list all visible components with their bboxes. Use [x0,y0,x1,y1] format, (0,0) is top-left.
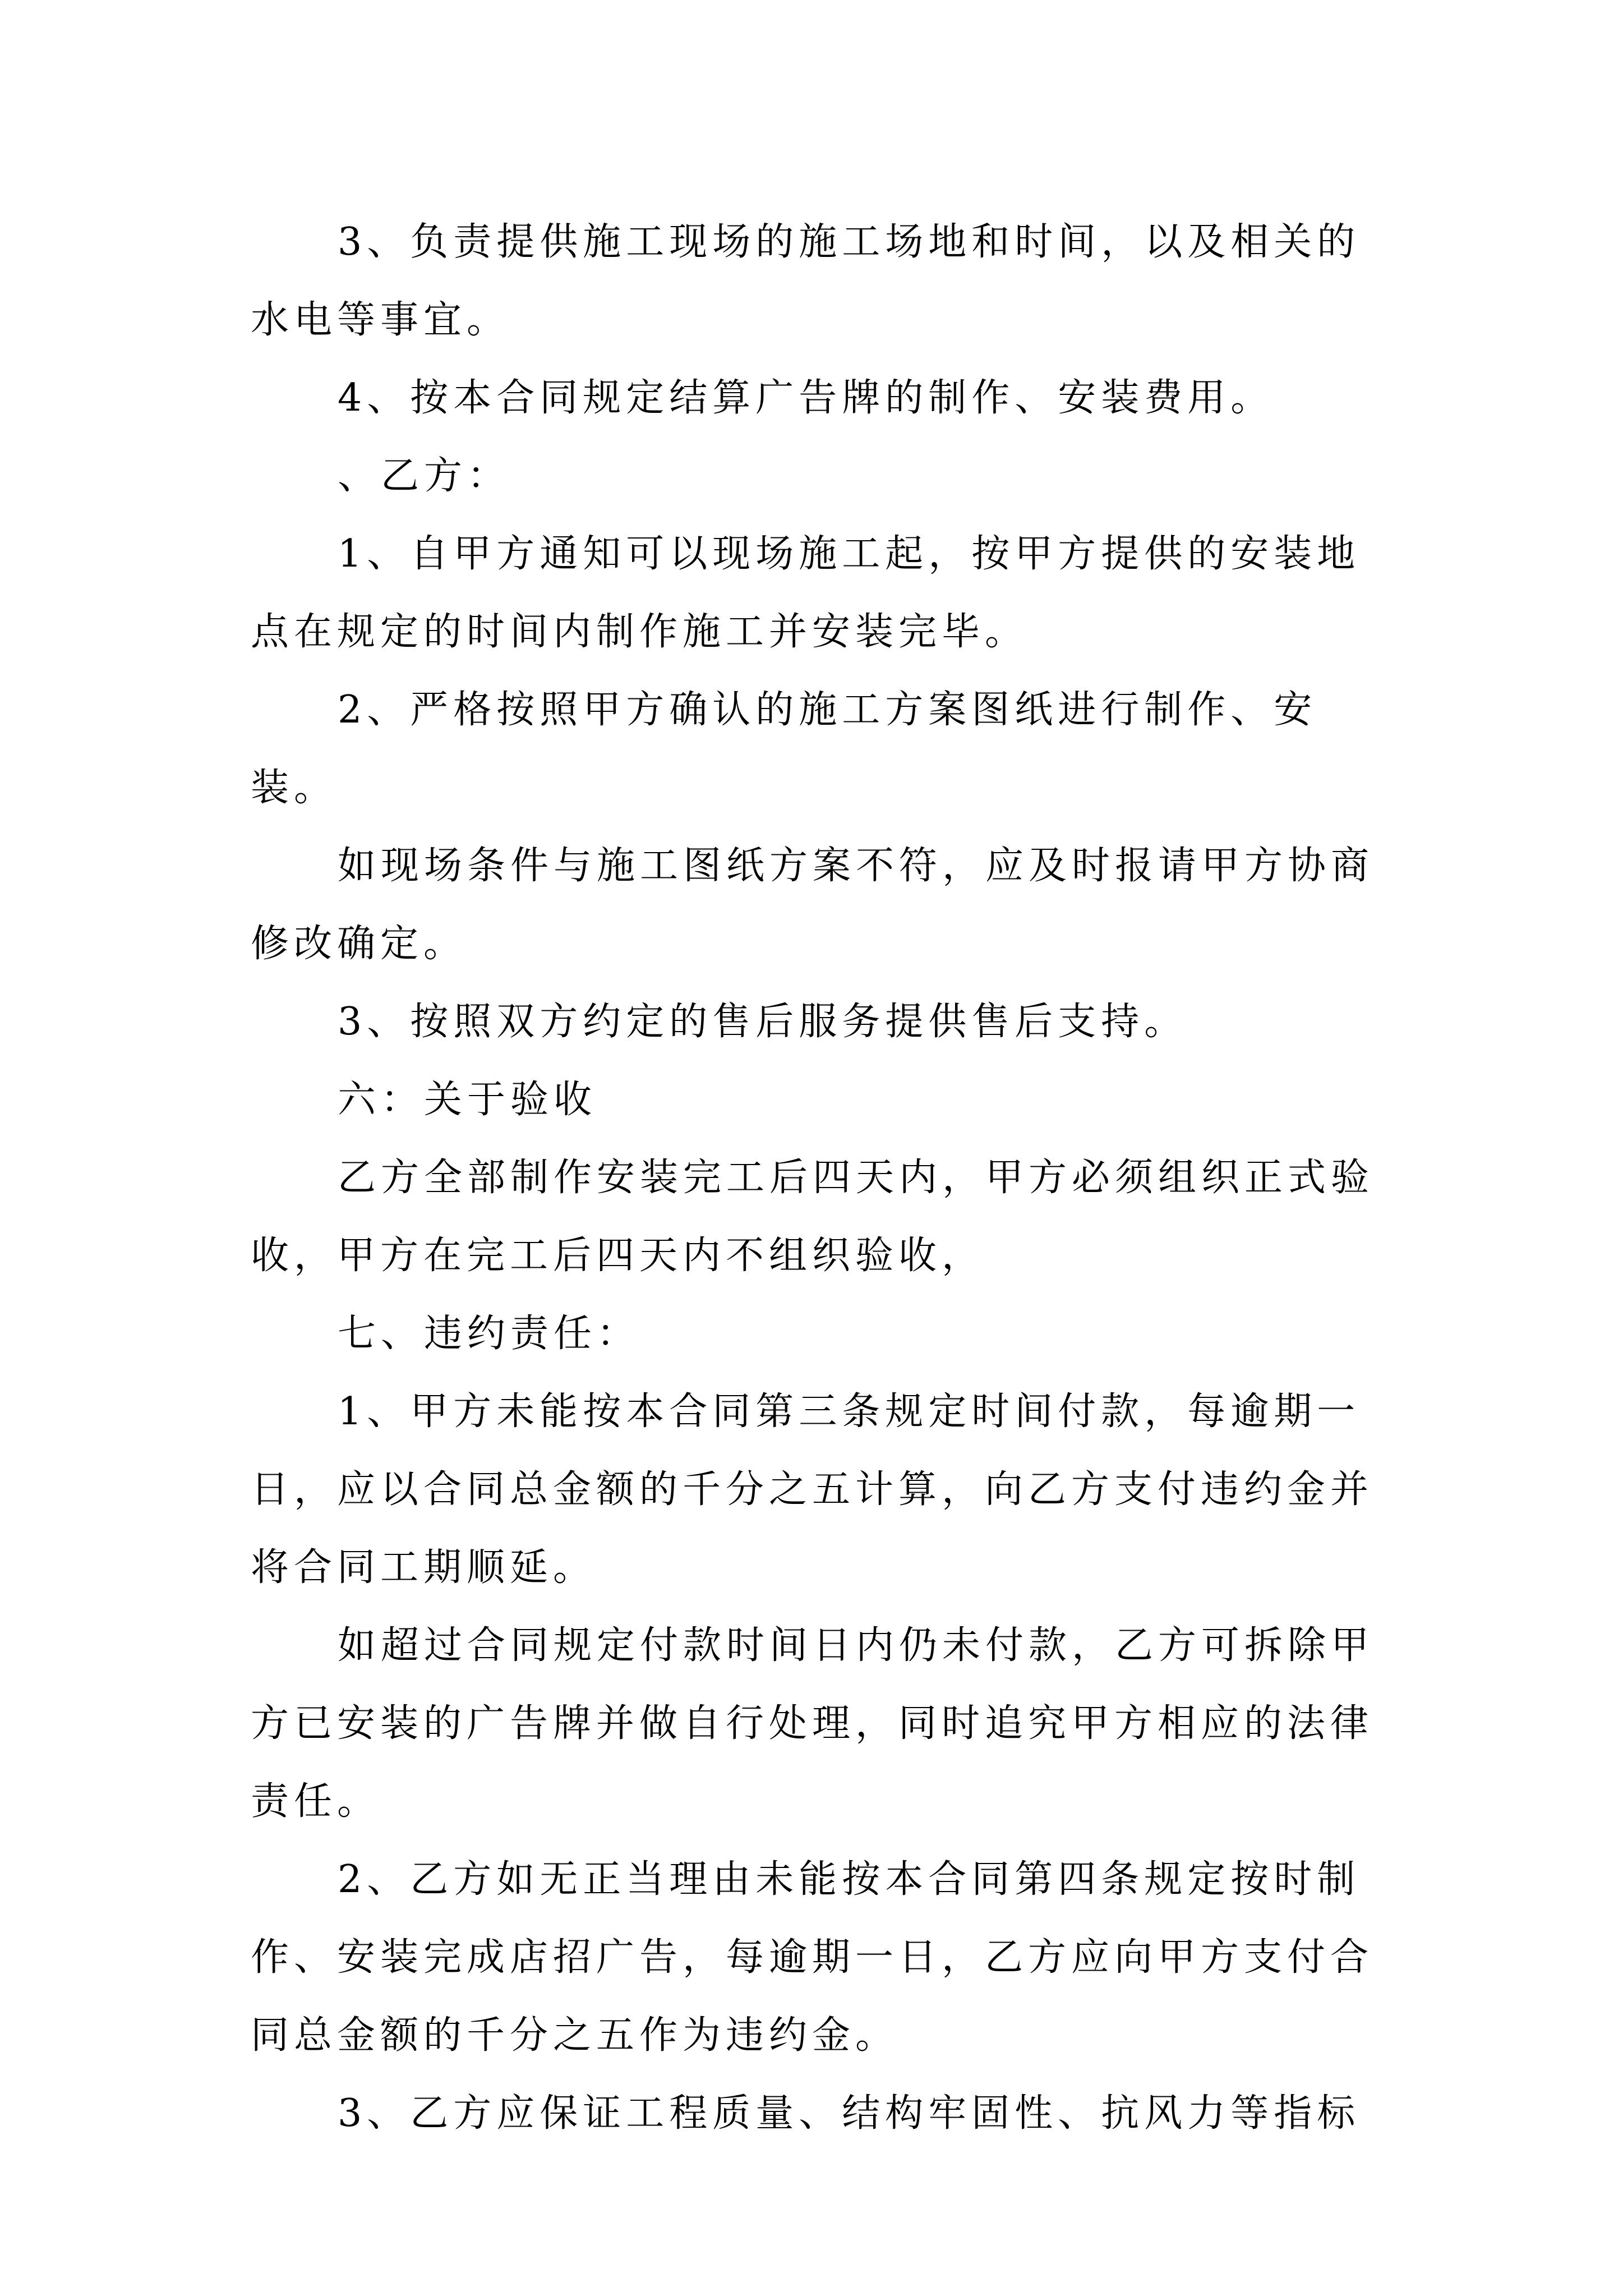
paragraph-acceptance: 乙方全部制作安装完工后四天内，甲方必须组织正式验收，甲方在完工后四天内不组织验收， [251,1156,1375,1278]
paragraph-party-b-aftersales: 3、按照双方约定的售后服务提供售后支持。 [338,1000,1188,1044]
paragraph-party-b-install: 1、自甲方通知可以现场施工起，按甲方提供的安装地点在规定的时间内制作施工并安装完毕。 [251,532,1361,654]
paragraph-liability-party-b: 2、乙方如无正当理由未能按本合同第四条规定按时制作、安装完成店招广告，每逾期一日，乙方应向甲方支付合同总金额的千分之五作为违约金。 [251,1857,1374,2058]
heading-acceptance: 六：关于验收 [338,1078,597,1122]
paragraph-party-a-settlement: 4、按本合同规定结算广告牌的制作、安装费用。 [338,376,1274,420]
paragraph-party-b-conditions: 如现场条件与施工图纸方案不符，应及时报请甲方协商修改确定。 [251,844,1375,966]
paragraph-liability-party-a: 1、甲方未能按本合同第三条规定时间付款，每逾期一日，应以合同总金额的千分之五计算，向乙方支付违约金并将合同工期顺延。 [251,1389,1374,1590]
heading-liability: 七、违约责任： [338,1312,640,1356]
document-body [251,203,1389,2152]
paragraph-party-a-site: 3、负责提供施工现场的施工场地和时间，以及相关的水电等事宜。 [251,220,1361,342]
heading-party-b: 、乙方： [338,454,511,498]
paragraph-liability-overdue: 如超过合同规定付款时间日内仍未付款，乙方可拆除甲方已安装的广告牌并做自行处理，同时追究甲方相应的法律责任。 [251,1623,1375,1824]
paragraph-liability-quality: 3、乙方应保证工程质量、结构牢固性、抗风力等指标 [338,2091,1361,2136]
paragraph-party-b-drawings: 2、严格按照甲方确认的施工方案图纸进行制作、安装。 [251,688,1317,810]
